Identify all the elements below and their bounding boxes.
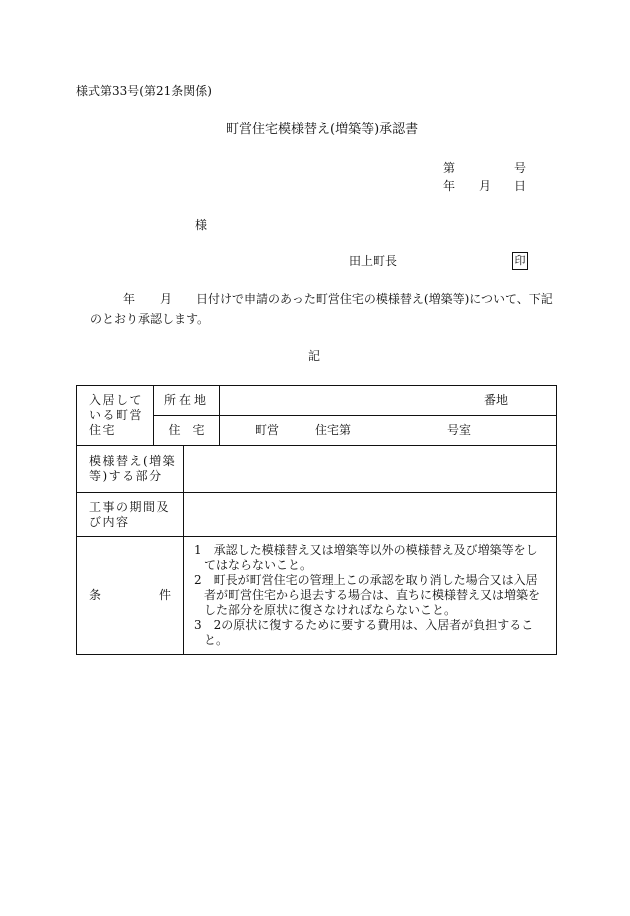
body-month: 月 — [160, 292, 173, 306]
table-row — [77, 446, 557, 493]
resident-label: 入居している町営住宅 — [77, 386, 154, 446]
body-year: 年 — [123, 292, 136, 306]
location-banchi: 番地 — [484, 393, 509, 407]
housing-goshitsu: 号室 — [447, 423, 472, 437]
seal-mark: 印 — [512, 252, 528, 270]
table-row — [77, 386, 557, 416]
period-value — [184, 493, 557, 537]
housing-chouei: 町営 — [255, 423, 280, 437]
housing-dai: 住宅第 — [315, 423, 352, 437]
date-day: 日 — [514, 179, 527, 193]
table-row — [77, 537, 557, 655]
conditions-label — [77, 537, 184, 655]
location-label: 所在地 — [154, 386, 220, 416]
body-text-line1: 日付けで申請のあった町営住宅の模様替え(増築等)について、下記 — [196, 292, 553, 306]
number-prefix: 第 — [443, 161, 456, 175]
conditions-value — [184, 537, 557, 655]
table-row — [77, 493, 557, 537]
body-text-line2: のとおり承認します。 — [90, 312, 210, 326]
part-label: 模様替え(増築等)する部分 — [77, 446, 184, 493]
location-value — [220, 386, 557, 416]
number-suffix: 号 — [514, 161, 527, 175]
condition-item: 3 2の原状に復するために要する費用は、入居者が負担すること。 — [194, 618, 534, 647]
date-year: 年 — [443, 179, 456, 193]
condition-item: 2 町長が町営住宅の管理上この承認を取り消した場合又は入居者が町営住宅から退去する場合は、直ちに模様替え又は増築をした部分を原状に復さなければならないこと。 — [194, 573, 541, 617]
condition-item: 1 承認した模様替え又は増築等以外の模様替え及び増築等をしてはならないこと。 — [194, 543, 538, 572]
part-value — [184, 446, 557, 493]
addressee-honorific: 様 — [195, 218, 208, 232]
conditions-list — [184, 537, 556, 654]
ki-heading: 記 — [308, 349, 321, 363]
housing-label: 住 宅 — [154, 416, 220, 446]
permit-table — [76, 385, 557, 655]
housing-value — [220, 416, 557, 446]
date-month: 月 — [479, 179, 492, 193]
issuer-name: 田上町長 — [349, 254, 398, 268]
conditions-label-1: 条 — [89, 588, 102, 602]
conditions-label-2: 件 — [158, 588, 171, 602]
form-number: 様式第33号(第21条関係) — [76, 84, 212, 98]
document-title: 町営住宅模様替え(増築等)承認書 — [226, 122, 419, 137]
period-label: 工事の期間及び内容 — [77, 493, 184, 537]
